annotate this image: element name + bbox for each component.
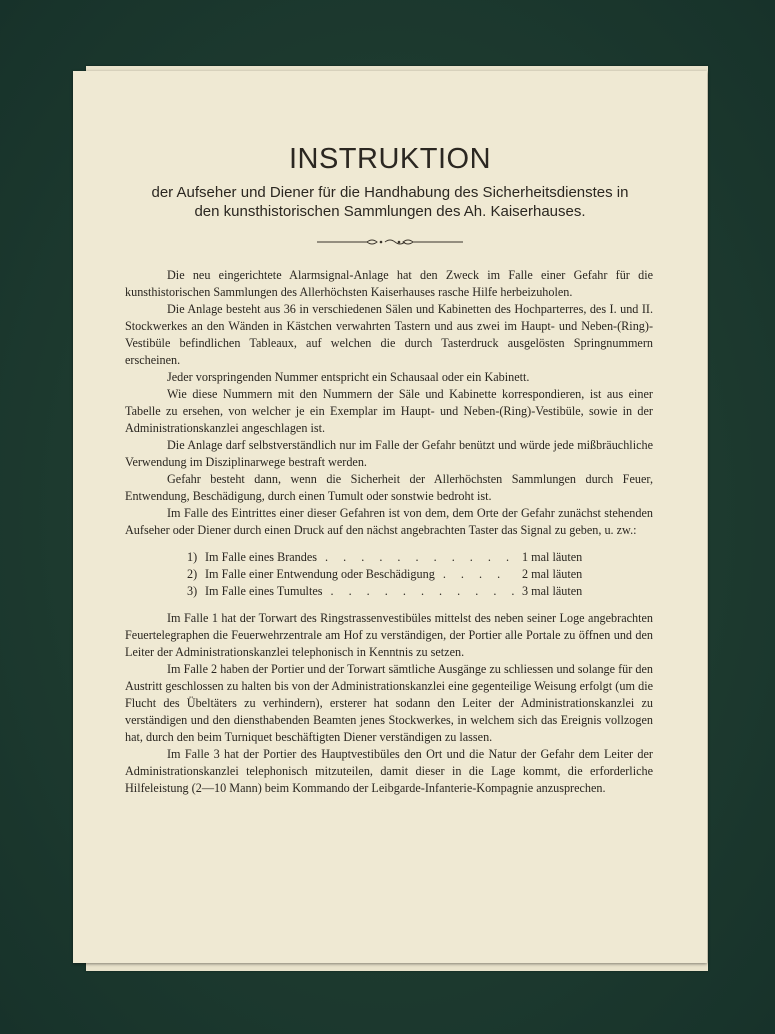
- dot-leader: [317, 549, 514, 566]
- subtitle-line-1: der Aufseher und Diener für die Handhabung des Sicherheitsdienstes in: [151, 184, 629, 201]
- list-item-label: Im Falle eines Brandes: [205, 550, 318, 564]
- paragraph: Die neu eingerichtete Alarmsignal-Anlage hat den Zweck im Falle einer Gefahr für die kunsthistorischen Sammlungen des Allerhöchsten Kaiserhauses rasche Hilfe herbeizuholen.: [125, 268, 653, 299]
- paragraph: Im Falle des Eintrittes einer dieser Gefahren ist von dem, dem Orte der Gefahr zunächst stehenden Aufseher oder Diener durch einen Druck auf den nächst angebrachten Taster das Signal zu geben, u. zw.:: [125, 506, 653, 537]
- paragraph: Jeder vorspringenden Nummer entspricht ein Schausaal oder ein Kabinett.: [167, 370, 530, 384]
- list-item-value: 1 mal läuten: [522, 550, 583, 564]
- paragraph: Gefahr besteht dann, wenn die Sicherheit der Allerhöchsten Sammlungen durch Feuer, Entwendung, Beschädigung, durch einen Tumult oder sonstwie bedroht ist.: [125, 472, 653, 503]
- document-title: INSTRUKTION: [288, 143, 492, 175]
- dot-leader: [322, 583, 514, 600]
- signal-list: [187, 549, 592, 600]
- decorative-divider-ornament: [317, 237, 463, 247]
- paragraph: Im Falle 2 haben der Portier und der Torwart sämtliche Ausgänge zu schliessen und solange für den Austritt geschlossen zu halten bis von der Administrationskanzlei eine gegenteilige Weisung erfolgt (um die Flucht des Übeltäters zu verhindern), ersterer hat sodann den Leiter der Administrationskanzlei zu verständigen und den diensthabenden Beamten jenes Stockwerkes, in welchem sich das Ereignis vollzogen hat, durch den beim Turniquet beschäftigten Diener verständigen zu lassen.: [125, 662, 653, 744]
- paragraph: Die Anlage besteht aus 36 in verschiedenen Sälen und Kabinetten des Hochparterres, des I. und II. Stockwerkes an den Wänden in Kästchen verwahrten Tastern und aus zwei im Haupt- und Neben-(Ring)-Vestibüle befindlichen Tableaux, auf welchen die durch Tasterdruck ausgelösten Springnummern erscheinen.: [125, 302, 653, 367]
- document-subtitle: [73, 183, 707, 221]
- paragraph: Die Anlage darf selbstverständlich nur im Falle der Gefahr benützt und würde jede mißbräuchliche Verwendung im Disziplinarwege bestraft werden.: [125, 438, 653, 469]
- list-item-number: 1): [187, 550, 198, 564]
- paragraph: Im Falle 1 hat der Torwart des Ringstrassenvestibüles mittelst des neben seiner Loge angebrachten Feuertelegraphen die Feuerwehrzentrale am Hof zu verständigen, der Portier alle Portale zu öffnen und den Leiter der Administrationskanzlei telephonisch in Kenntnis zu setzen.: [125, 611, 653, 659]
- paragraph: Im Falle 3 hat der Portier des Hauptvestibüles den Ort und die Natur der Gefahr dem Leiter der Administrationskanzlei telephonisch mitzuteilen, damit dieser in die Lage kommt, die erforderliche Hilfeleistung (2—10 Mann) beim Kommando der Leibgarde-Infanterie-Kompagnie anzusprechen.: [125, 747, 653, 795]
- list-item: [187, 566, 592, 583]
- dot-leader: [435, 566, 514, 583]
- list-item-label: Im Falle eines Tumultes: [205, 584, 323, 598]
- document-body: [125, 267, 653, 797]
- list-item: [187, 583, 592, 600]
- paragraph: Wie diese Nummern mit den Nummern der Säle und Kabinette korrespondieren, ist aus einer Tabelle zu ersehen, von welcher je ein Exemplar im Haupt- und Neben-(Ring)-Vestibüle, sowie in der Administrationskanzlei angeschlagen ist.: [125, 387, 653, 435]
- list-item-number: 2): [187, 567, 198, 581]
- subtitle-line-2: den kunsthistorischen Sammlungen des Ah. Kaiserhauses.: [194, 203, 586, 220]
- list-item-value: 3 mal läuten: [522, 584, 583, 598]
- list-item-label: Im Falle einer Entwendung oder Beschädigung: [205, 567, 435, 581]
- document-page: [73, 71, 707, 963]
- list-item: [187, 549, 592, 566]
- list-item-number: 3): [187, 584, 198, 598]
- list-item-value: 2 mal läuten: [522, 567, 583, 581]
